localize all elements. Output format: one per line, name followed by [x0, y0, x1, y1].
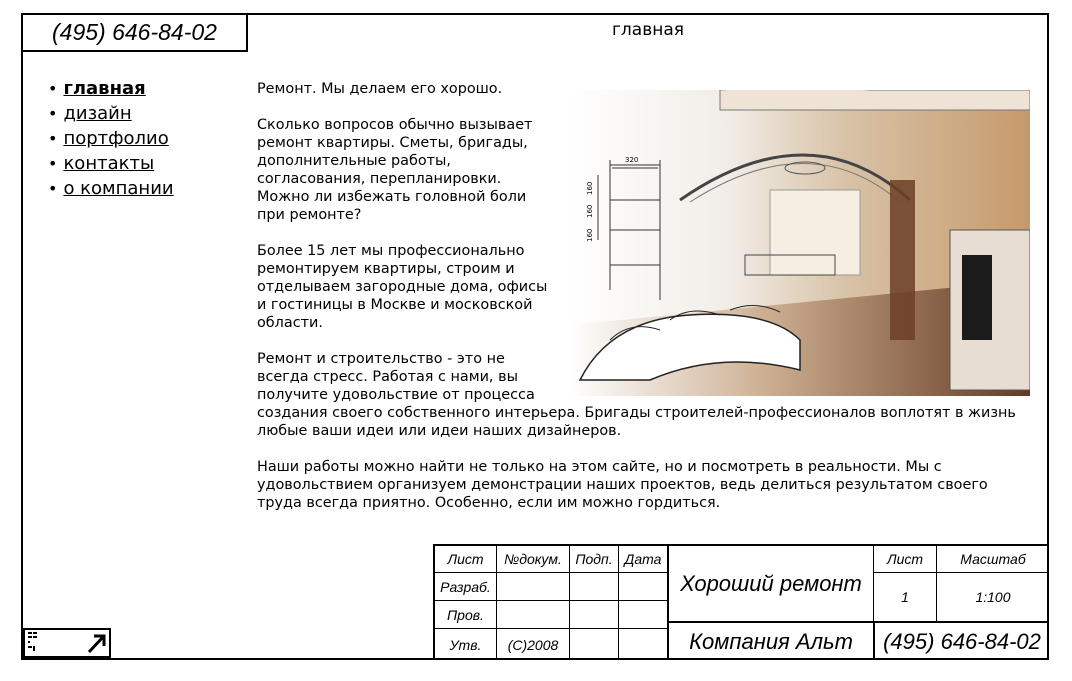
content-paragraph: Наши работы можно найти не только на этом сайте, но и посмотреть в реальности. Мы с удовольствием организуем демонстрации наших проектов, ведь делиться результатом своего труда всегда приятно. Особенно, если им можно гордиться. [257, 459, 988, 511]
content-paragraph: Сколько вопросов обычно вызывает ремонт квартиры. Сметы, бригады, дополнительные работы, согласования, перепланировки. Можно ли избежать головной боли при ремонте? [257, 117, 533, 223]
nav-link-portfolio[interactable]: портфолио [63, 128, 169, 149]
stamp-scale-value: 1:100 [975, 589, 1011, 605]
nav-link-home[interactable]: главная [63, 78, 146, 99]
stamp-header-docnum: №докум. [504, 551, 562, 567]
stamp-row-approved: Утв. [449, 636, 482, 653]
nav-item-about [48, 176, 174, 201]
nav-link-contacts[interactable]: контакты [63, 153, 155, 174]
main-nav [48, 76, 174, 201]
stamp-phone: (495) 646-84-02 [883, 628, 1041, 654]
stamp-project-name: Хороший ремонт [680, 570, 862, 596]
nav-item-home [48, 76, 174, 101]
stamp-sheet-value: 1 [901, 589, 909, 605]
title-block [433, 544, 1049, 660]
stamp-row-developer: Разраб. [440, 578, 491, 595]
main-content [257, 80, 1032, 530]
dimension-height-label: 160 [586, 204, 594, 218]
dimension-height-label: 160 [586, 181, 594, 195]
dimension-height-label: 160 [586, 228, 594, 242]
content-paragraph: Более 15 лет мы профессионально ремонтируем квартиры, строим и отделываем загородные дома, офисы и гостиницы в Москве и московской области. [257, 243, 548, 331]
interior-photo-graphic [570, 90, 1030, 396]
header-phone: (495) 646-84-02 [21, 13, 248, 52]
nav-item-portfolio [48, 126, 174, 151]
interior-photo [570, 90, 1030, 396]
content-paragraph: Ремонт и строительство - это не всегда стресс. Работая с нами, вы получите удовольствие от процесса создания своего собственного интерьера. Бригады строителей-профессионалов воплотят в жизнь любые ваши идеи или идеи наших дизайнеров. [257, 351, 1016, 439]
stamp-copyright: (C)2008 [507, 636, 559, 653]
nav-item-contacts [48, 151, 174, 176]
nav-link-about[interactable]: о компании [63, 178, 174, 199]
content-paragraph: Ремонт. Мы делаем его хорошо. [257, 81, 503, 97]
stamp-company-name: Компания Альт [689, 628, 853, 654]
stamp-row-checked: Пров. [447, 606, 484, 623]
nav-item-design [48, 101, 174, 126]
page-title: главная [612, 20, 684, 40]
arrow-up-right-icon [25, 630, 109, 656]
stamp-header-sign: Подп. [575, 551, 613, 567]
corner-arrow-box[interactable] [23, 628, 111, 658]
stamp-sheet-label: Лист [886, 551, 924, 567]
nav-link-design[interactable]: дизайн [63, 103, 132, 124]
stamp-header-sheet: Лист [447, 551, 484, 567]
stamp-scale-label: Масштаб [960, 551, 1026, 567]
stamp-header-date: Дата [624, 551, 662, 567]
dimension-width-label: 320 [625, 156, 639, 164]
